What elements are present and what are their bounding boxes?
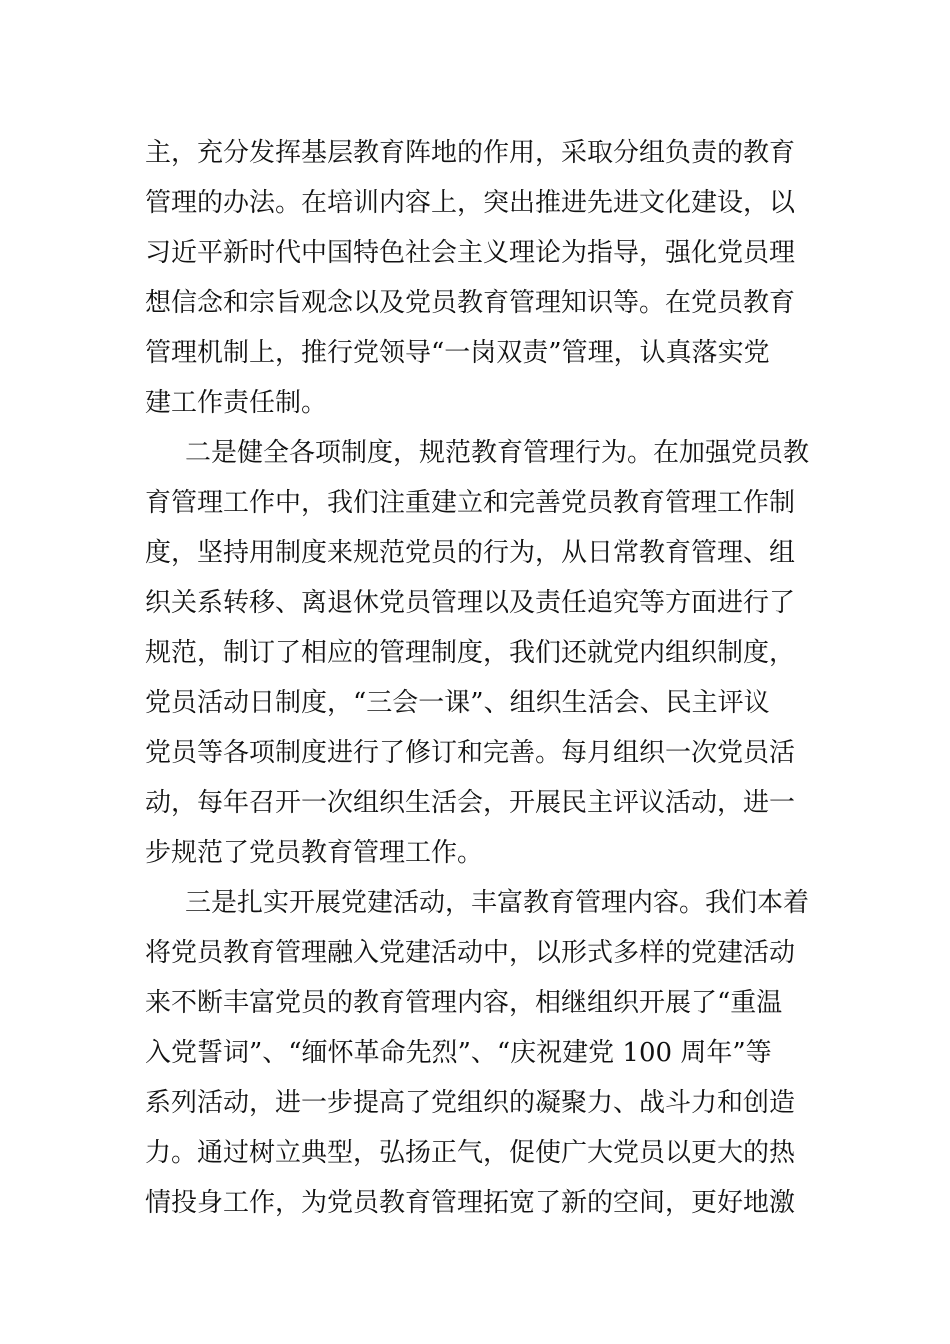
text-line: 习近平新时代中国特色社会主义理论为指导，强化党员理	[145, 238, 796, 268]
text-line: 织关系转移、离退休党员管理以及责任追究等方面进行了	[145, 588, 796, 618]
text-line: 党员等各项制度进行了修订和完善。每月组织一次党员活	[145, 738, 796, 768]
text-line: 主，充分发挥基层教育阵地的作用，采取分组负责的教育	[145, 138, 796, 168]
text-line: 将党员教育管理融入党建活动中，以形式多样的党建活动	[145, 938, 796, 968]
text-line: 入党誓词”、“缅怀革命先烈”、“庆祝建党 100 周年”等	[145, 1038, 772, 1068]
text-line: 度，坚持用制度来规范党员的行为，从日常教育管理、组	[145, 538, 796, 568]
text-line: 情投身工作，为党员教育管理拓宽了新的空间，更好地激	[145, 1188, 796, 1218]
text-line: 规范，制订了相应的管理制度，我们还就党内组织制度，	[145, 638, 796, 668]
paragraph-start-line: 三是扎实开展党建活动，丰富教育管理内容。我们本着	[185, 888, 810, 918]
text-line: 系列活动，进一步提高了党组织的凝聚力、战斗力和创造	[145, 1088, 796, 1118]
text-line: 来不断丰富党员的教育管理内容，相继组织开展了“重温	[145, 988, 783, 1018]
text-line: 动，每年召开一次组织生活会，开展民主评议活动，进一	[145, 788, 796, 818]
text-line: 建工作责任制。	[145, 388, 328, 418]
paragraph-start-line: 二是健全各项制度，规范教育管理行为。在加强党员教	[185, 438, 810, 468]
text-line: 步规范了党员教育管理工作。	[145, 838, 484, 868]
body-text	[145, 128, 815, 1228]
text-line: 党员活动日制度，“三会一课”、组织生活会、民主评议	[145, 688, 770, 718]
text-line: 管理的办法。在培训内容上，突出推进先进文化建设，以	[145, 188, 796, 218]
text-line: 力。通过树立典型，弘扬正气，促使广大党员以更大的热	[145, 1138, 796, 1168]
text-line: 想信念和宗旨观念以及党员教育管理知识等。在党员教育	[145, 288, 796, 318]
text-line: 育管理工作中，我们注重建立和完善党员教育管理工作制	[145, 488, 796, 518]
text-line: 管理机制上，推行党领导“一岗双责”管理，认真落实党	[145, 338, 770, 368]
